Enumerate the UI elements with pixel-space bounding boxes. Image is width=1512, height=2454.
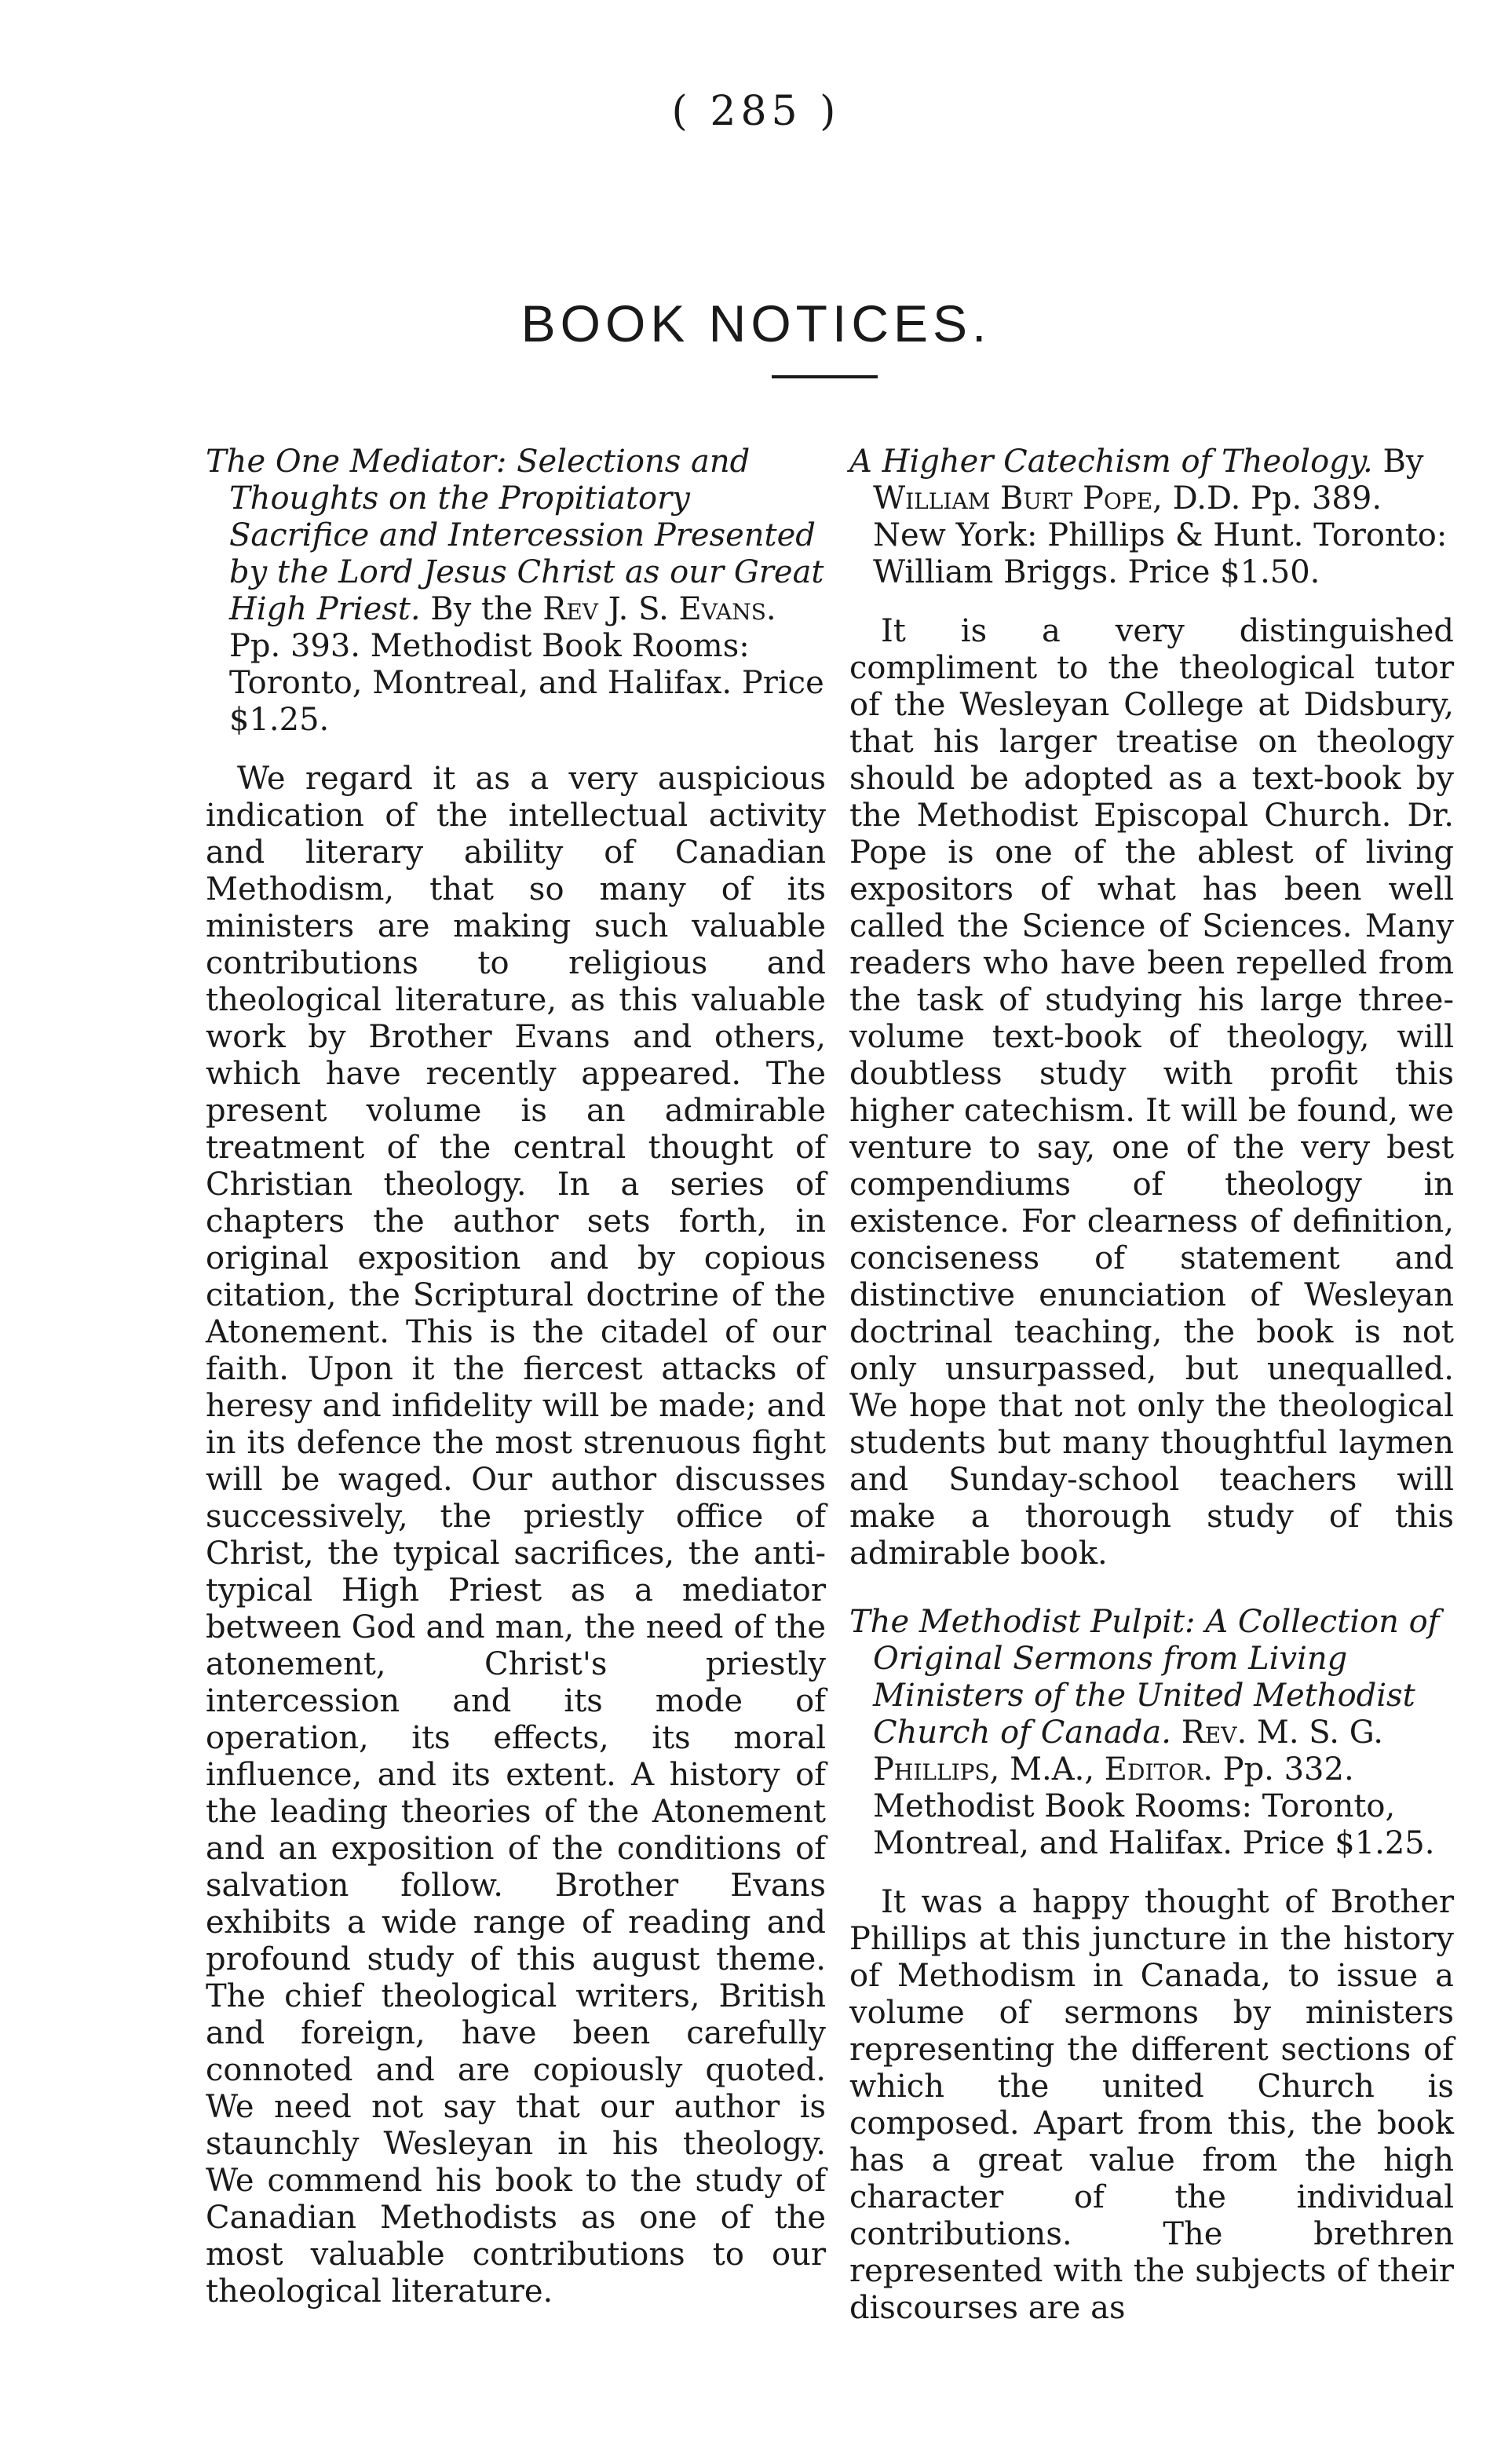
book-title: The Methodist Pulpit: A Collection of Original Sermons from Living Ministers of the United Methodist Church of Canada. [849, 1604, 1440, 1751]
notice-methodist-pulpit [849, 1604, 1454, 2327]
book-details-prefix: By [1382, 444, 1424, 480]
page-number: ( 285 ) [671, 88, 841, 135]
review-body: It was a happy thought of Brother Phillips at this juncture in the history of Methodism in Canada, to issue a volume of sermons by ministers representing the different sections of which the united Church is composed. Apart from this, the book has a great value from the high character of the individual contributions. The brethren represented with the subjects of their discourses are as [849, 1884, 1454, 2326]
notice-heading [849, 444, 1454, 591]
book-details: Pp. 393. Methodist Book Rooms: Toronto, Montreal, and Halifax. Price $1.25. [229, 628, 824, 738]
notice-heading [206, 444, 826, 739]
review-body: We regard it as a very auspicious indication of the intellectual activity and literary ability of Canadian Methodism, that so many of its ministers are making such valuable contributions to religious and theological literature, as this valuable work by Brother Evans and others, which have recently appeared. The present volume is an admirable treatment of the central thought of Christian theology. In a series of chapters the author sets forth, in original exposition and by copious citation, the Scriptural doctrine of the Atonement. This is the citadel of our faith. Upon it the fiercest attacks of heresy and infidelity will be made; and in its defence the most strenuous fight will be waged. Our author discusses successively, the priestly office of Christ, the typical sacrifices, the anti-typical High Priest as a mediator between God and man, the need of the atonement, Christ's priestly intercession and its mode of operation, its effects, its moral influence, and its extent. A history of the leading theories of the Atonement and an exposition of the conditions of salvation follow. Brother Evans exhibits a wide range of reading and profound study of this august theme. The chief theological writers, British and foreign, have been carefully connoted and are copiously quoted. We need not say that our author is staunchly Wesleyan in his theology. We commend his book to the study of Canadian Methodists as one of the most valuable contributions to our theological literature. [206, 761, 826, 2310]
review-body: It is a very distinguished compliment to the theological tutor of the Wesleyan College at Didsbury, that his larger treatise on theology should be adopted as a text-book by the Methodist Episcopal Church. Dr. Pope is one of the ablest of living expositors of what has been well called the Science of Sciences. Many readers who have been repelled from the task of studying his large three-volume text-book of theology, will doubtless study with profit this higher catechism. It will be found, we venture to say, one of the very best compendiums of theology in existence. For clearness of definition, conciseness of statement and distinctive enunciation of Wesleyan doctrinal teaching, the book is not only unsurpassed, but unequalled. We hope that not only the theological students but many thoughtful laymen and Sunday-school teachers will make a thorough study of this admirable book. [849, 613, 1454, 1572]
book-author: Rev. M. S. G. Phillips, M.A., Editor. [873, 1715, 1383, 1788]
book-author: Rev J. S. Evans. [542, 591, 776, 627]
book-details: Pp. 332. Methodist Book Rooms: Toronto, Montreal, and Halifax. Price $1.25. [873, 1751, 1435, 1861]
book-author: William Burt Pope, D.D. [873, 480, 1241, 517]
book-title: A Higher Catechism of Theology. [849, 444, 1373, 480]
notice-heading [849, 1604, 1454, 1862]
left-column [206, 444, 826, 2342]
page-title: BOOK NOTICES. [520, 294, 992, 353]
notice-one-mediator [206, 444, 826, 2310]
notice-higher-catechism [849, 444, 1454, 1572]
book-title: The One Mediator: Selections and Thoughts on the Propitiatory Sacrifice and Intercession Presented by the Lord Jesus Christ as our Great High Priest. [206, 444, 824, 627]
book-details: Pp. 389. New York: Phillips & Hunt. Toronto: William Briggs. Price $1.50. [873, 480, 1448, 590]
book-details-prefix: By the [430, 591, 533, 627]
title-divider [772, 375, 878, 378]
right-column [849, 444, 1454, 2358]
